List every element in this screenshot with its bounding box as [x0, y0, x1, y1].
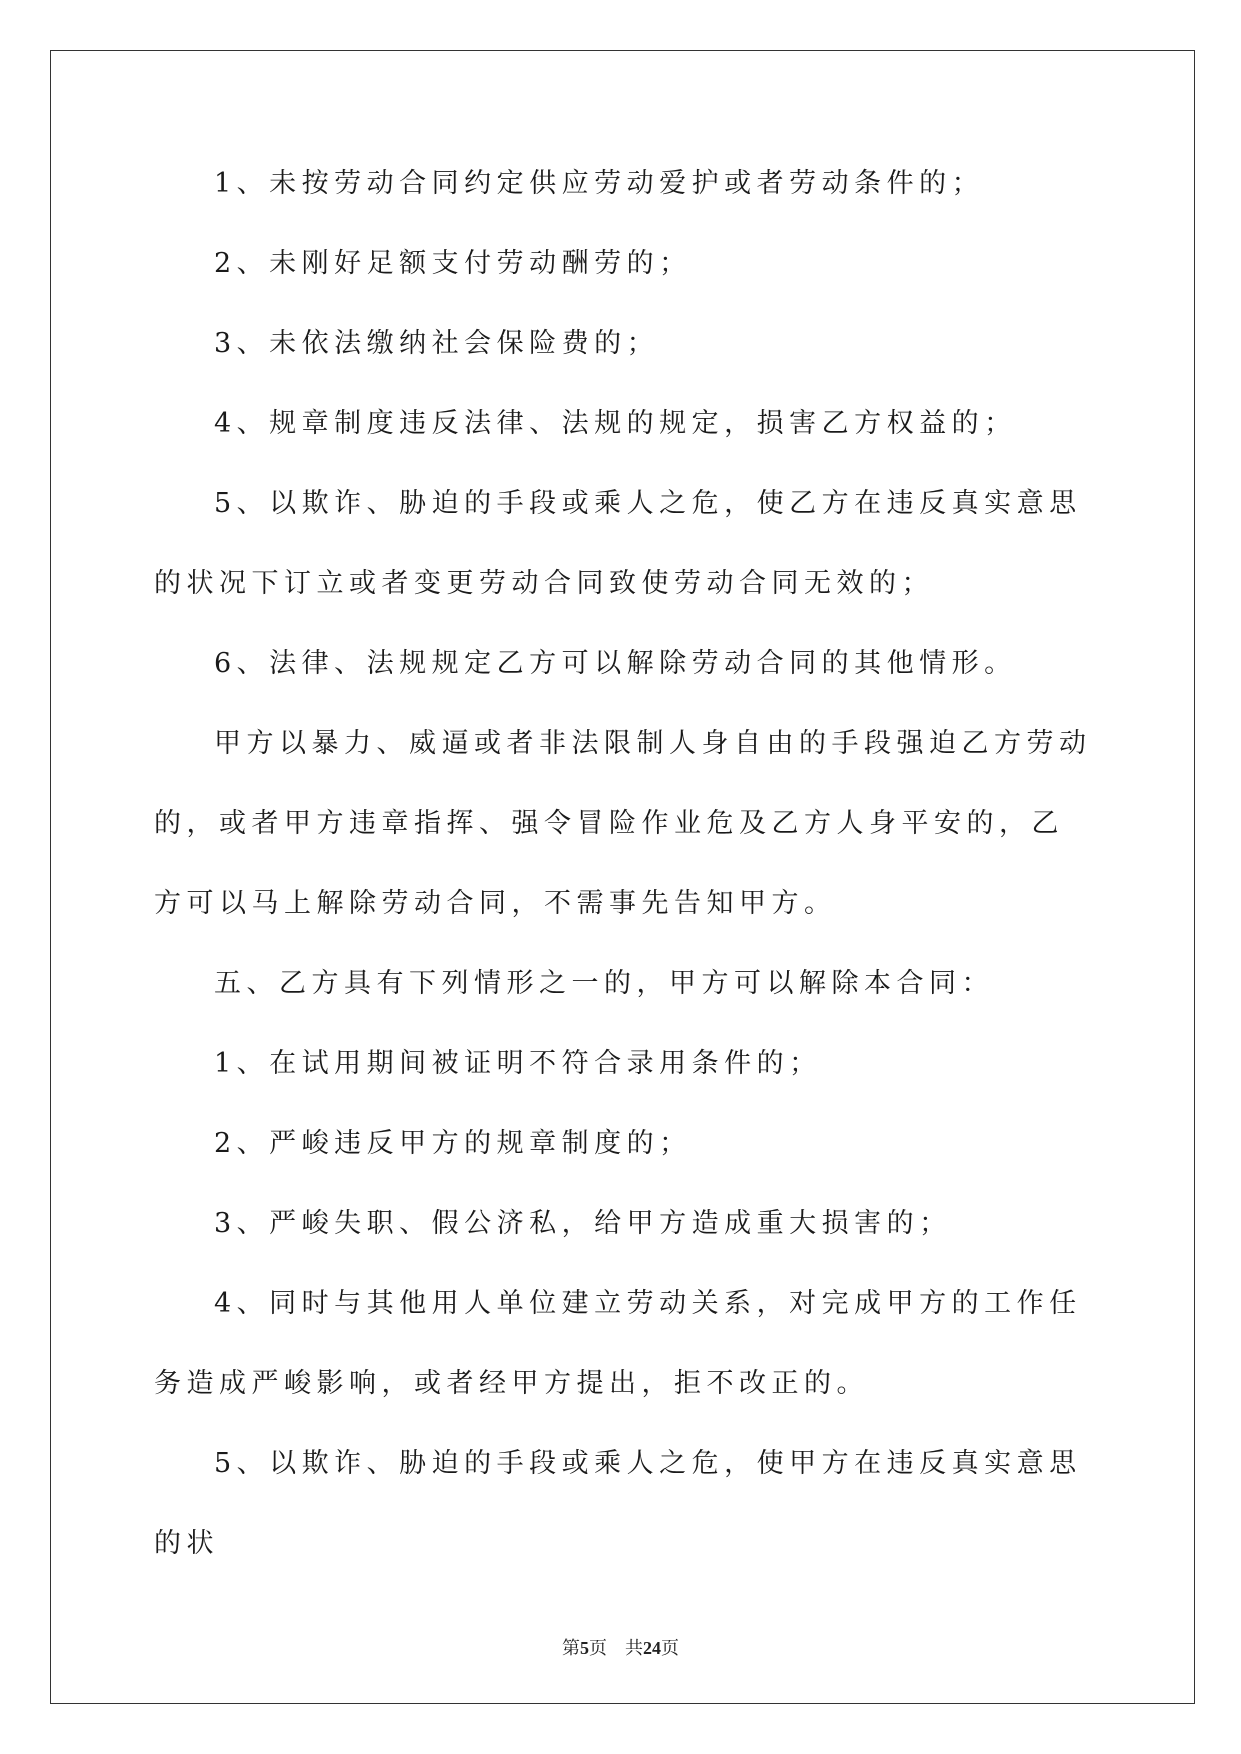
page-suffix: 页 [589, 1638, 607, 1658]
paragraph: 3、未依法缴纳社会保险费的； [214, 328, 660, 359]
paragraph: 2、未刚好足额支付劳动酬劳的； [214, 248, 692, 279]
total-prefix: 共 [625, 1638, 643, 1658]
paragraph: 5、以欺诈、胁迫的手段或乘人之危，使甲方在违反真实意思的状 [154, 1448, 1082, 1559]
paragraph: 2、严峻违反甲方的规章制度的； [214, 1128, 692, 1159]
paragraph: 4、规章制度违反法律、法规的规定，损害乙方权益的； [214, 408, 1017, 439]
paragraph: 1、未按劳动合同约定供应劳动爱护或者劳动条件的； [214, 168, 985, 199]
paragraph: 3、严峻失职、假公济私，给甲方造成重大损害的； [214, 1208, 952, 1239]
paragraph: 五、乙方具有下列情形之一的，甲方可以解除本合同： [214, 968, 994, 999]
paragraph: 5、以欺诈、胁迫的手段或乘人之危，使乙方在违反真实意思的状况下订立或者变更劳动合同致使劳动合同无效的； [154, 488, 1082, 599]
page-number: 5 [580, 1638, 589, 1658]
page-footer [0, 1634, 1241, 1660]
total-pages: 24 [643, 1638, 661, 1658]
paragraph: 6、法律、法规规定乙方可以解除劳动合同的其他情形。 [214, 648, 1017, 679]
paragraph: 4、同时与其他用人单位建立劳动关系，对完成甲方的工作任务造成严峻影响，或者经甲方提出，拒不改正的。 [154, 1288, 1082, 1399]
page-prefix: 第 [562, 1638, 580, 1658]
document-body [154, 144, 1094, 1584]
paragraph: 甲方以暴力、威逼或者非法限制人身自由的手段强迫乙方劳动的，或者甲方违章指挥、强令冒险作业危及乙方人身平安的，乙方可以马上解除劳动合同，不需事先告知甲方。 [154, 728, 1092, 919]
paragraph: 1、在试用期间被证明不符合录用条件的； [214, 1048, 822, 1079]
total-suffix: 页 [661, 1638, 679, 1658]
